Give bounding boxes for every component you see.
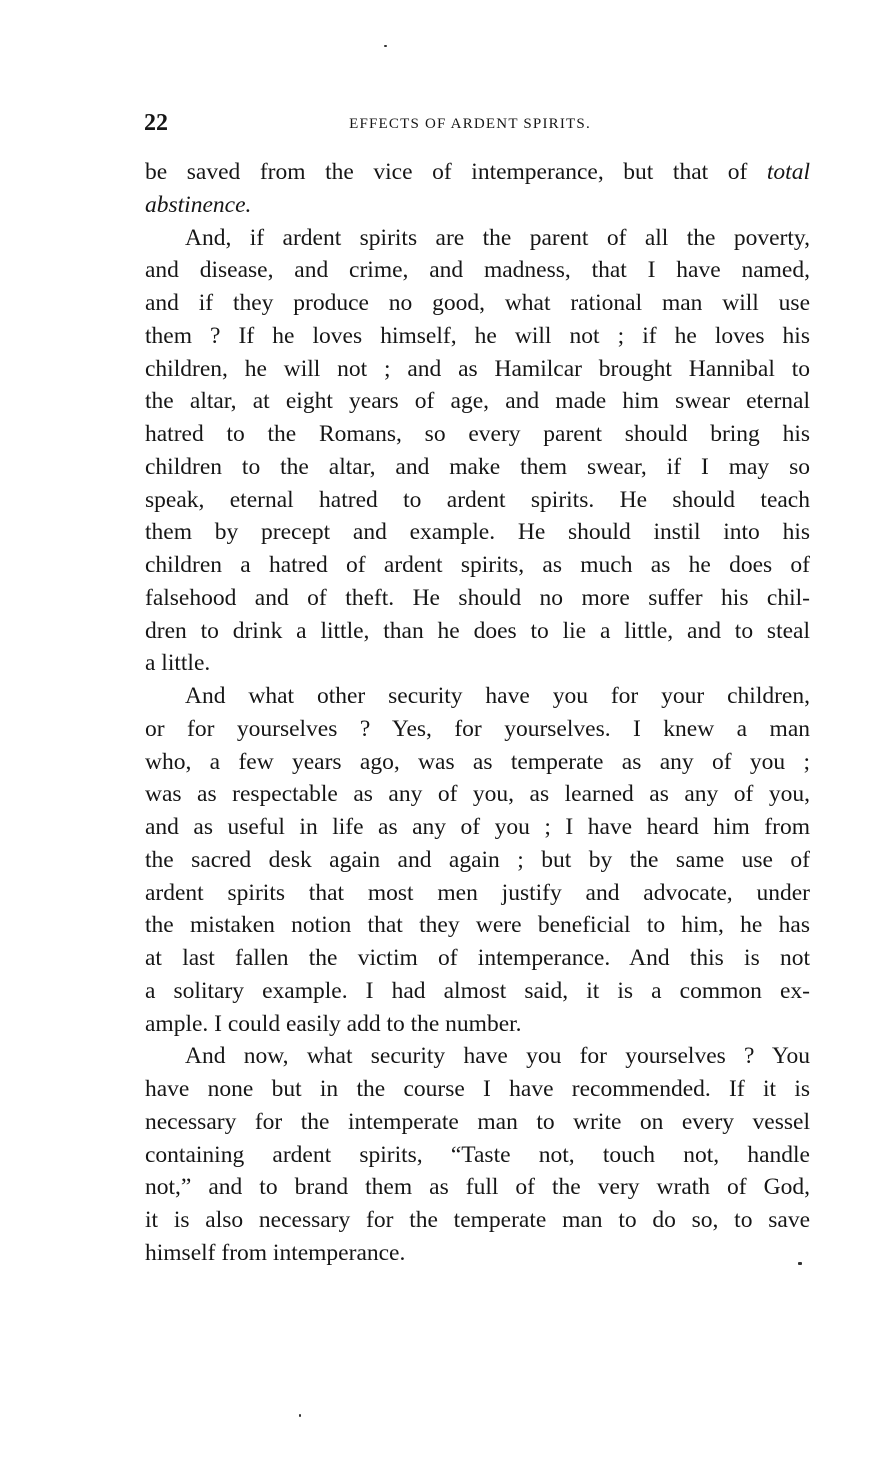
line-content bbox=[145, 814, 810, 840]
line-content bbox=[145, 978, 810, 1004]
line-text: and disease, and crime, and madness, that I have named, bbox=[145, 257, 810, 284]
text-line bbox=[145, 811, 810, 844]
line-text: children a hatred of ardent spirits, as much as he does of bbox=[145, 552, 810, 578]
line-content bbox=[145, 487, 810, 513]
line-text: necessary for the intemperate man to write on every vessel bbox=[145, 1108, 810, 1135]
text-line bbox=[145, 287, 810, 320]
line-text: at last fallen the victim of intemperance. And this is not bbox=[145, 945, 810, 971]
text-line bbox=[145, 615, 810, 648]
text-line bbox=[145, 418, 810, 451]
text-line bbox=[145, 1139, 810, 1172]
line-content bbox=[185, 1043, 810, 1069]
line-content bbox=[145, 749, 810, 775]
line-text: children, he will not ; and as Hamilcar brought Hannibal to bbox=[145, 355, 810, 382]
line-text: was as respectable as any of you, as learned as any of you, bbox=[145, 781, 810, 808]
text-line bbox=[145, 778, 810, 811]
line-content bbox=[145, 519, 810, 545]
line-text: ample. I could easily add to the number. bbox=[145, 1010, 522, 1037]
line-text: have none but in the course I have recommended. If it is bbox=[145, 1076, 810, 1102]
line-text: who, a few years ago, was as temperate as any of you ; bbox=[145, 748, 810, 775]
text-line bbox=[145, 1040, 810, 1073]
text-line bbox=[145, 877, 810, 910]
text-line bbox=[145, 353, 810, 386]
line-content bbox=[145, 290, 810, 316]
text-line bbox=[145, 975, 810, 1008]
line-text: or for yourselves ? Yes, for yourselves. I knew a man bbox=[145, 715, 810, 742]
line-text: them ? If he loves himself, he will not ; if he loves his bbox=[145, 322, 810, 349]
line-content bbox=[145, 421, 810, 447]
line-content bbox=[145, 847, 810, 873]
text-line bbox=[145, 451, 810, 484]
italic-emphasis: abstinence. bbox=[145, 191, 252, 218]
line-content bbox=[145, 257, 810, 283]
line-text: not,” and to brand them as full of the very wrath of God, bbox=[145, 1174, 810, 1201]
line-text: ardent spirits that most men justify and advocate, under bbox=[145, 879, 810, 906]
scan-speck bbox=[798, 1262, 802, 1265]
line-content bbox=[145, 880, 810, 906]
line-text: a little. bbox=[145, 650, 211, 677]
page-number: 22 bbox=[144, 110, 168, 136]
line-content bbox=[145, 650, 210, 676]
line-text: a solitary example. I had almost said, it is a common ex- bbox=[145, 977, 810, 1004]
line-text: falsehood and of theft. He should no more suffer his chil- bbox=[145, 584, 810, 611]
line-text: children to the altar, and make them swear, if I may so bbox=[145, 453, 810, 480]
line-content bbox=[145, 781, 810, 807]
line-text: the mistaken notion that they were beneficial to him, he has bbox=[145, 912, 810, 939]
text-line bbox=[145, 909, 810, 942]
line-text: speak, eternal hatred to ardent spirits. He should teach bbox=[145, 486, 810, 513]
text-line bbox=[145, 844, 810, 877]
line-content bbox=[145, 945, 810, 971]
text-line bbox=[145, 320, 810, 353]
line-text: And now, what security have you for yourselves ? You bbox=[185, 1043, 810, 1070]
scan-speck bbox=[384, 45, 387, 47]
text-line bbox=[145, 1073, 810, 1106]
italic-emphasis: total bbox=[766, 159, 810, 185]
line-content bbox=[145, 1174, 810, 1200]
line-text: And what other security have you for your children, bbox=[185, 683, 810, 709]
line-text: dren to drink a little, than he does to lie a little, and to steal bbox=[145, 617, 810, 644]
text-line bbox=[145, 680, 810, 713]
line-text: be saved from the vice of intemperance, but that of bbox=[145, 159, 767, 185]
line-text: and as useful in life as any of you ; I have heard him from bbox=[145, 814, 810, 840]
line-text: hatred to the Romans, so every parent should bring his bbox=[145, 421, 810, 447]
text-line bbox=[145, 1008, 810, 1041]
line-text: containing ardent spirits, “Taste not, touch not, handle bbox=[145, 1141, 810, 1168]
line-content bbox=[145, 585, 810, 611]
line-content bbox=[145, 356, 810, 382]
body-text bbox=[145, 156, 810, 1270]
text-line bbox=[145, 189, 810, 222]
line-text: them by precept and example. He should instil into his bbox=[145, 519, 810, 546]
line-text: himself from intemperance. bbox=[145, 1239, 406, 1266]
line-content bbox=[145, 912, 810, 938]
text-line bbox=[145, 156, 810, 189]
text-line bbox=[145, 1237, 810, 1270]
line-content bbox=[185, 683, 810, 709]
line-text: the sacred desk again and again ; but by the same use of bbox=[145, 846, 810, 873]
line-text: and if they produce no good, what rational man will use bbox=[145, 290, 810, 316]
line-content bbox=[145, 1240, 405, 1266]
line-content bbox=[185, 225, 810, 251]
text-line bbox=[145, 942, 810, 975]
text-line bbox=[145, 484, 810, 517]
line-content bbox=[145, 1109, 810, 1135]
text-line bbox=[145, 549, 810, 582]
line-content bbox=[145, 1076, 810, 1102]
line-text: it is also necessary for the temperate man to do so, to save bbox=[145, 1207, 810, 1233]
line-text: the altar, at eight years of age, and made him swear eternal bbox=[145, 388, 810, 415]
text-line bbox=[145, 713, 810, 746]
line-content bbox=[145, 552, 810, 578]
line-content bbox=[145, 1142, 810, 1168]
text-line bbox=[145, 1106, 810, 1139]
text-line bbox=[145, 254, 810, 287]
text-line bbox=[145, 222, 810, 255]
text-line bbox=[145, 385, 810, 418]
text-line bbox=[145, 582, 810, 615]
text-line bbox=[145, 647, 810, 680]
text-line bbox=[145, 1204, 810, 1237]
text-line bbox=[145, 1171, 810, 1204]
line-content bbox=[145, 1011, 522, 1037]
line-content bbox=[145, 323, 810, 349]
line-content bbox=[145, 454, 810, 480]
line-text: And, if ardent spirits are the parent of all the poverty, bbox=[185, 224, 810, 251]
text-line bbox=[145, 746, 810, 779]
line-content bbox=[145, 618, 810, 644]
line-content bbox=[145, 1207, 810, 1233]
text-line bbox=[145, 516, 810, 549]
scan-speck bbox=[299, 1414, 301, 1417]
running-title: EFFECTS OF ARDENT SPIRITS. bbox=[349, 116, 591, 132]
line-content bbox=[145, 388, 810, 414]
line-content bbox=[145, 159, 810, 185]
line-content bbox=[145, 716, 810, 742]
line-content bbox=[145, 192, 251, 218]
